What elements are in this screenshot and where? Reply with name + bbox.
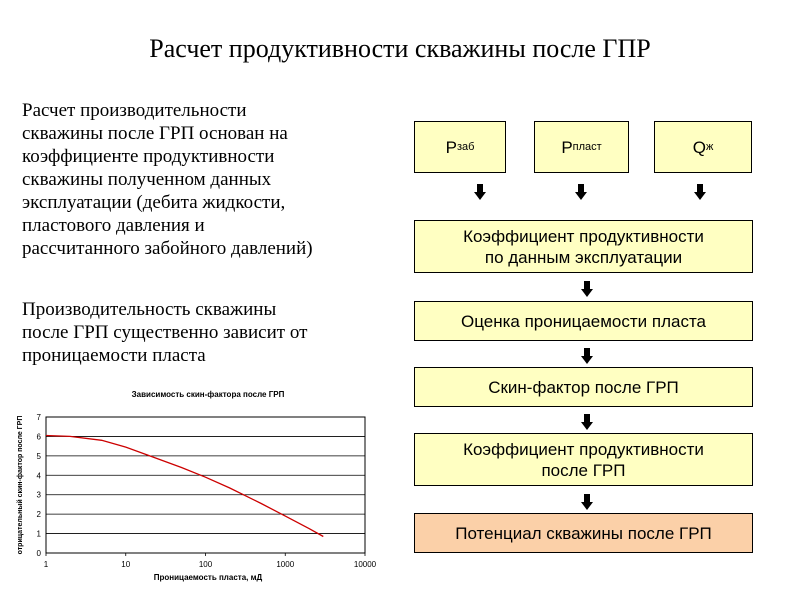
down-arrow-icon [581,494,593,510]
down-arrow-icon [474,184,486,200]
step-skin-factor: Скин-фактор после ГРП [414,367,753,407]
y-tick-label: 7 [36,413,41,422]
chart-series [46,436,323,537]
description-paragraph: Расчет производительности скважины после ГРП основан на коэффициенте продуктивности скважины полученном данных эксплуатации (дебита жидкости, пластового давления и рассчитанного забойного давлений) [22,100,313,259]
step-productivity-by-operation: Коэффициент продуктивности по данным эксплуатации [414,220,753,273]
step-permeability-estimate: Оценка проницаемости пласта [414,301,753,341]
input-subscript: заб [456,140,475,153]
x-tick-label: 10 [121,560,131,569]
step-well-potential: Потенциал скважины после ГРП [414,513,753,553]
y-tick-label: 1 [36,529,41,539]
y-tick-label: 3 [36,490,41,500]
y-tick-label: 5 [36,451,41,461]
down-arrow-icon [694,184,706,200]
down-arrow-icon [581,414,593,430]
x-tick-label: 10000 [353,560,377,569]
x-axis-label: Проницаемость пласта, мД [153,573,263,582]
series-line [46,436,323,537]
input-box-p-zab [414,121,506,173]
input-label: P [445,137,457,157]
slide-title: Расчет продуктивности скважины после ГПР [149,34,651,63]
y-tick-label: 4 [36,471,41,481]
y-axis-label: отрицательный скин-фактор после ГРП [17,415,24,555]
input-label: P [561,137,573,157]
down-arrow-icon [581,281,593,297]
input-subscript: пласт [572,140,602,153]
input-label: Q [692,137,706,157]
y-tick-label: 0 [36,549,41,558]
x-tick-label: 1000 [276,560,295,569]
down-arrow-icon [581,348,593,364]
input-box-p-plast [534,121,629,173]
y-tick-label: 6 [36,432,41,442]
y-axis-ticks [37,413,42,558]
permeability-paragraph: Производительность скважины после ГРП существенно зависит от проницаемости пласта [22,299,308,366]
x-tick-label: 1 [43,560,49,569]
step-productivity-after-frac: Коэффициент продуктивности после ГРП [414,433,753,486]
input-subscript: ж [705,140,714,153]
input-box-q-zh [654,121,752,173]
skin-factor-chart [8,385,388,590]
y-tick-label: 2 [36,510,41,520]
chart-title: Зависимость скин-фактора после ГРП [131,390,285,399]
x-tick-label: 100 [198,560,213,569]
x-axis-ticks [44,553,377,569]
down-arrow-icon [575,184,587,200]
